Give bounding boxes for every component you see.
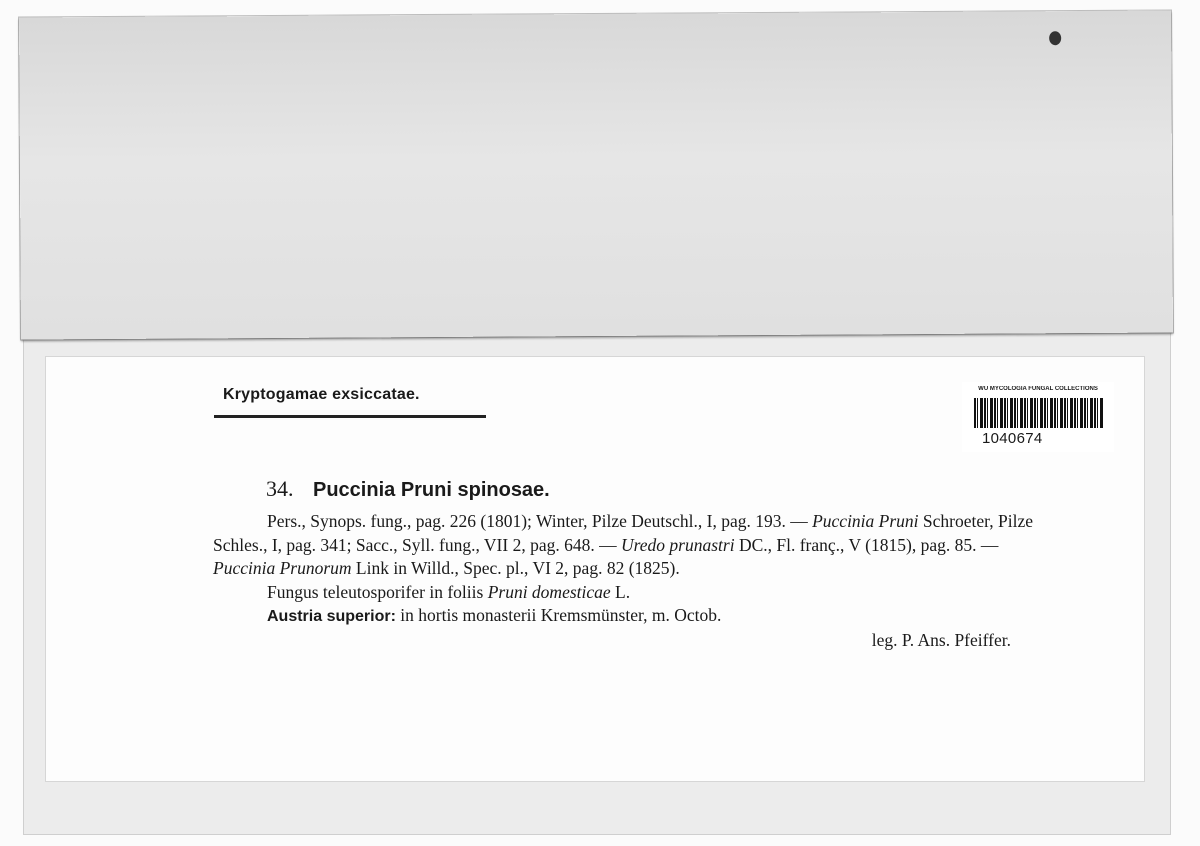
region: Austria superior: [267,608,396,625]
host-line [213,581,1035,605]
host-suffix: L. [610,581,631,602]
barcode-label [962,382,1114,452]
synonymy-text: — [599,534,621,555]
synonym-name: Uredo prunastri [620,534,735,555]
barcode-number: 1040674 [982,430,1043,447]
barcode-icon [974,398,1104,428]
synonym-name: Puccinia Prunorum [213,558,352,578]
synonymy-text: DC., Fl. franç., V (1815), pag. 85. — [734,534,999,555]
host-prefix: Fungus teleutosporifer in foliis [267,581,488,602]
barcode-caption: WU MYCOLOGIA FUNGAL COLLECTIONS [978,386,1098,392]
synonymy-text: Link in Willd., Spec. pl., VI 2, pag. 82 (1825). [351,558,680,578]
folded-paper-flap [19,10,1173,339]
series-title: Kryptogamae exsiccatae. [223,386,420,403]
label-body [213,510,1035,652]
collector-line: leg. P. Ans. Pfeiffer. [871,629,1011,650]
species-name: Puccinia Pruni spinosae. [313,479,550,501]
title-underline [214,415,486,418]
exsiccata-number: 34. [266,476,294,501]
synonymy-text: Pers., Synops. fung., pag. 226 (1801); Winter, Pilze Deutschl., I, pag. 193. — [267,511,808,531]
synonymy-paragraph [213,510,1035,581]
synonymy-text: Schroeter, Pilze Schles., I, pag. 341; Sacc., Syll. fung., VII 2, pag. 648. [213,511,1033,555]
locality: in hortis monasterii Kremsmünster, m. Octob. [395,605,722,625]
species-heading [266,476,550,502]
synonym-name: Puccinia Pruni [812,511,919,531]
locality-line [213,604,1035,629]
pin-hole [1049,31,1061,45]
host-name: Pruni domesticae [487,581,611,602]
